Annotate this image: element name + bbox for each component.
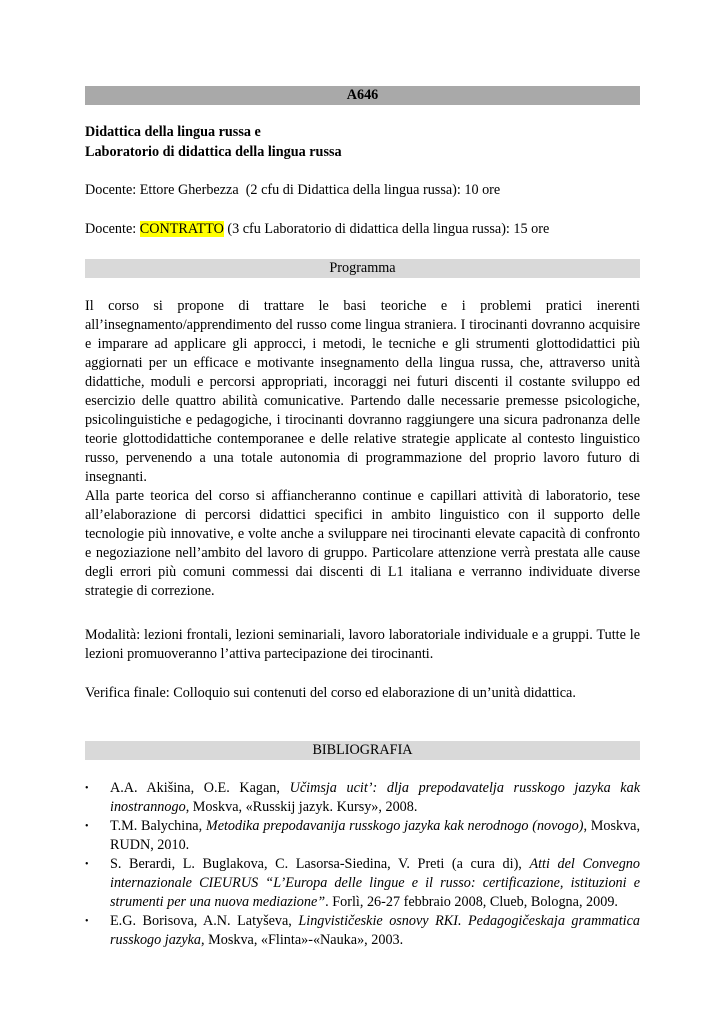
- bibliografia-heading: BIBLIOGRAFIA: [85, 741, 640, 760]
- modalita-text: Modalità: lezioni frontali, lezioni seminariali, lavoro laboratoriale individuale e a gruppi. Tutte le lezioni promuoveranno l’attiva partecipazione dei tirocinanti.: [85, 627, 640, 662]
- contratto-highlight: CONTRATTO: [139, 221, 224, 237]
- docente-1: Docente: Ettore Gherbezza (2 cfu di Didattica della lingua russa): 10 ore: [85, 182, 501, 198]
- bibliography-item: • E.G. Borisova, A.N. Latyševa, Lingvističeskie osnovy RKI. Pedagogičeskaja grammatica russkogo jazyka, Moskva, «Flinta»-«Nauka», 2003.: [85, 913, 640, 948]
- programma-body: [85, 297, 640, 601]
- programma-paragraph-2: Alla parte teorica del corso si affiancheranno continue e capillari attività di laboratorio, tese all’elaborazione di percorsi didattici specifici in ambito linguistico con il supporto delle tecnologie più innovative, e volte anche a sviluppare nei tirocinanti elevate capacità di confronto e negoziazione nell’ambito del lavoro di gruppo. Particolare attenzione verrà prestata alle cause degli errori più comuni commessi dai discenti di L1 italiana e verranno individuate diverse strategie di correzione.: [85, 488, 640, 599]
- bibliography-item: • T.M. Balychina, Metodika prepodavanija russkogo jazyka kak nerodnogo (novogo), Moskva, RUDN, 2010.: [85, 818, 641, 853]
- programma-paragraph-1: Il corso si propone di trattare le basi teoriche e i problemi pratici inerenti all’insegnamento/apprendimento del russo come lingua straniera. I tirocinanti dovranno acquisire e imparare ad applicare gli approcci, i metodi, le tecniche e gli strumenti glottodidattici più aggiornati per un efficace e motivante insegnamento della lingua russa, che, attraverso unità didattiche, moduli e percorsi appropriati, incoraggi nei futuri discenti il costante sviluppo ed esercizio delle quattro abilità comunicative. Partendo dalle necessarie premesse psicologiche, psicolinguistiche e pedagogiche, i tirocinanti dovranno raggiungere una sicura padronanza delle teorie glottodidattiche contemporanee e delle relative strategie applicate al contesto linguistico russo, pervenendo a una totale autonomia di programmazione del proprio lavoro futuro di insegnanti.: [85, 298, 640, 485]
- bullet-icon: •: [85, 821, 89, 832]
- course-title-line1: Didattica della lingua russa e: [85, 124, 261, 140]
- docente-2: [85, 220, 640, 239]
- course-code-bar: A646: [85, 86, 640, 105]
- bullet-icon: •: [85, 783, 89, 794]
- bibliography-item: • S. Berardi, L. Buglakova, C. Lasorsa-Siedina, V. Preti (a cura di), Atti del Convegno internazionale CIEURUS “L’Europa delle lingue e il russo: certificazione, istituzioni e strumenti per una nuova mediazione”. Forlì, 26-27 febbraio 2008, Clueb, Bologna, 2009.: [85, 856, 640, 910]
- docente-2-suffix: (3 cfu Laboratorio di didattica della lingua russa): 15 ore: [223, 221, 550, 237]
- programma-heading: Programma: [85, 259, 640, 278]
- modalita-paragraph: [85, 626, 640, 664]
- docente-2-prefix: Docente:: [85, 221, 140, 237]
- bibliography-item: • A.A. Akišina, O.E. Kagan, Učimsja ucit’: dlja prepodavatelja russkogo jazyka kak inostrannogo, Moskva, «Russkij jazyk. Kursy», 2008.: [85, 780, 640, 815]
- bullet-icon: •: [85, 859, 89, 870]
- bullet-icon: •: [85, 916, 89, 927]
- verifica-text: Verifica finale: Colloquio sui contenuti del corso ed elaborazione di un’unità didattica.: [85, 685, 576, 701]
- course-title-line2: Laboratorio di didattica della lingua russa: [85, 144, 342, 160]
- bibliography-list: [85, 779, 640, 950]
